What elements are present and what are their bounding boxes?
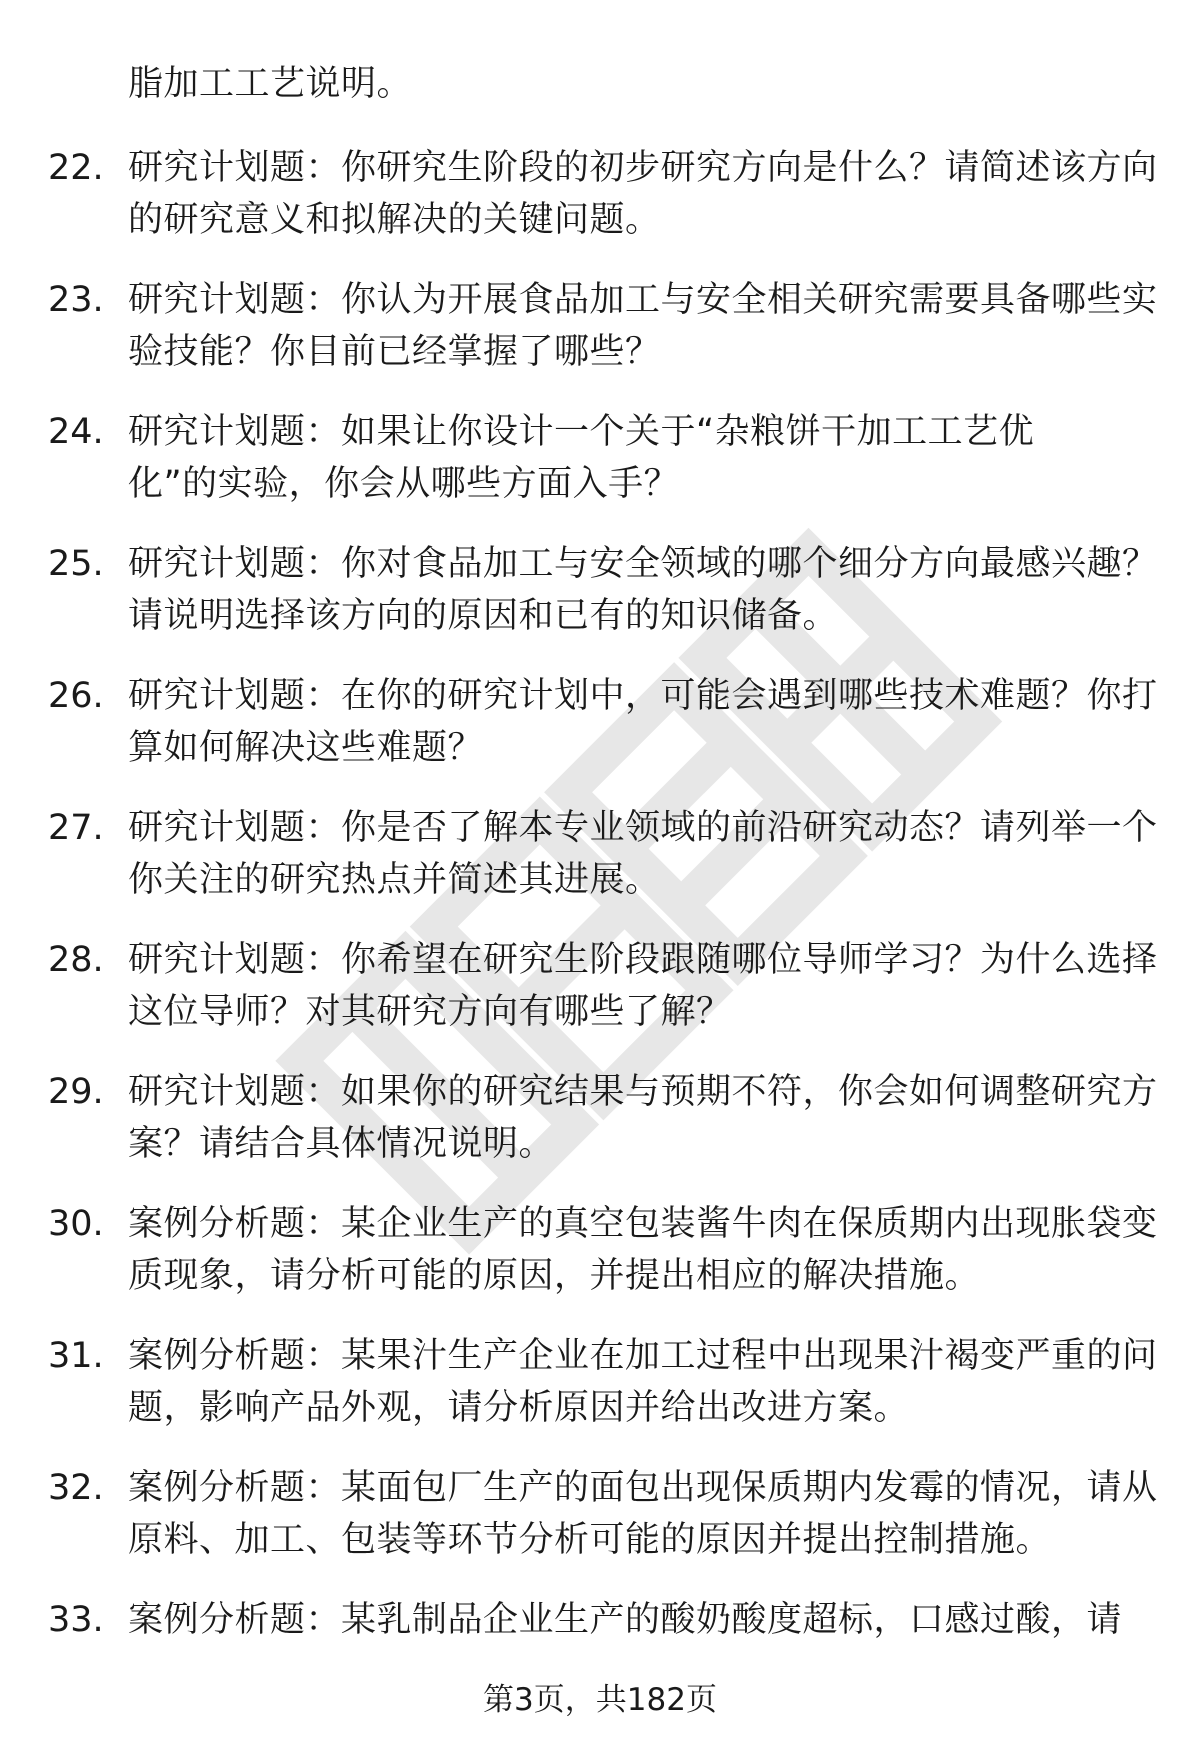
question-text: 研究计划题：你希望在研究生阶段跟随哪位导师学习？为什么选择这位导师？对其研究方向有哪些了解？: [128, 940, 1158, 1032]
question-text: 研究计划题：如果让你设计一个关于“杂粮饼干加工工艺优化”的实验，你会从哪些方面入手？: [128, 412, 1035, 504]
question-text: 案例分析题：某果汁生产企业在加工过程中出现果汁褐变严重的问题，影响产品外观，请分析原因并给出改进方案。: [128, 1336, 1158, 1428]
question-item: [0, 406, 1200, 538]
question-text: 研究计划题：你研究生阶段的初步研究方向是什么？请简述该方向的研究意义和拟解决的关键问题。: [128, 148, 1158, 240]
question-number: 32.: [48, 1468, 104, 1508]
question-text: 研究计划题：在你的研究计划中，可能会遇到哪些技术难题？你打算如何解决这些难题？: [128, 676, 1158, 768]
question-item: [0, 1066, 1200, 1198]
question-item: [0, 1462, 1200, 1594]
question-text: 研究计划题：你认为开展食品加工与安全相关研究需要具备哪些实验技能？你目前已经掌握了哪些？: [128, 280, 1158, 372]
question-item: [0, 934, 1200, 1066]
question-number: 33.: [48, 1600, 104, 1640]
question-item: [0, 802, 1200, 934]
continuation-text: 脂加工工艺说明。: [128, 64, 413, 104]
question-item: [0, 1198, 1200, 1330]
question-number: 23.: [48, 280, 104, 320]
question-number: 27.: [48, 808, 104, 848]
question-item: [0, 274, 1200, 406]
question-number: 31.: [48, 1336, 104, 1376]
question-text: 研究计划题：你对食品加工与安全领域的哪个细分方向最感兴趣？请说明选择该方向的原因和已有的知识储备。: [128, 544, 1158, 636]
question-number: 26.: [48, 676, 104, 716]
question-item: [0, 1330, 1200, 1462]
question-number: 24.: [48, 412, 104, 452]
question-number: 25.: [48, 544, 104, 584]
question-number: 29.: [48, 1072, 104, 1112]
question-number: 22.: [48, 148, 104, 188]
question-number: 30.: [48, 1204, 104, 1244]
question-item: [0, 670, 1200, 802]
question-number: 28.: [48, 940, 104, 980]
question-list: [0, 142, 1200, 1726]
question-item: [0, 538, 1200, 670]
question-text: 研究计划题：你是否了解本专业领域的前沿研究动态？请列举一个你关注的研究热点并简述其进展。: [128, 808, 1158, 900]
question-text: 研究计划题：如果你的研究结果与预期不符，你会如何调整研究方案？请结合具体情况说明。: [128, 1072, 1158, 1164]
question-text: 案例分析题：某面包厂生产的面包出现保质期内发霉的情况，请从原料、加工、包装等环节分析可能的原因并提出控制措施。: [128, 1468, 1158, 1560]
question-text: 案例分析题：某企业生产的真空包装酱牛肉在保质期内出现胀袋变质现象，请分析可能的原因，并提出相应的解决措施。: [128, 1204, 1158, 1296]
question-item: [0, 142, 1200, 274]
question-text: 案例分析题：某乳制品企业生产的酸奶酸度超标，口感过酸，请: [128, 1600, 1123, 1640]
page-footer: 第3页，共182页: [483, 1682, 717, 1718]
